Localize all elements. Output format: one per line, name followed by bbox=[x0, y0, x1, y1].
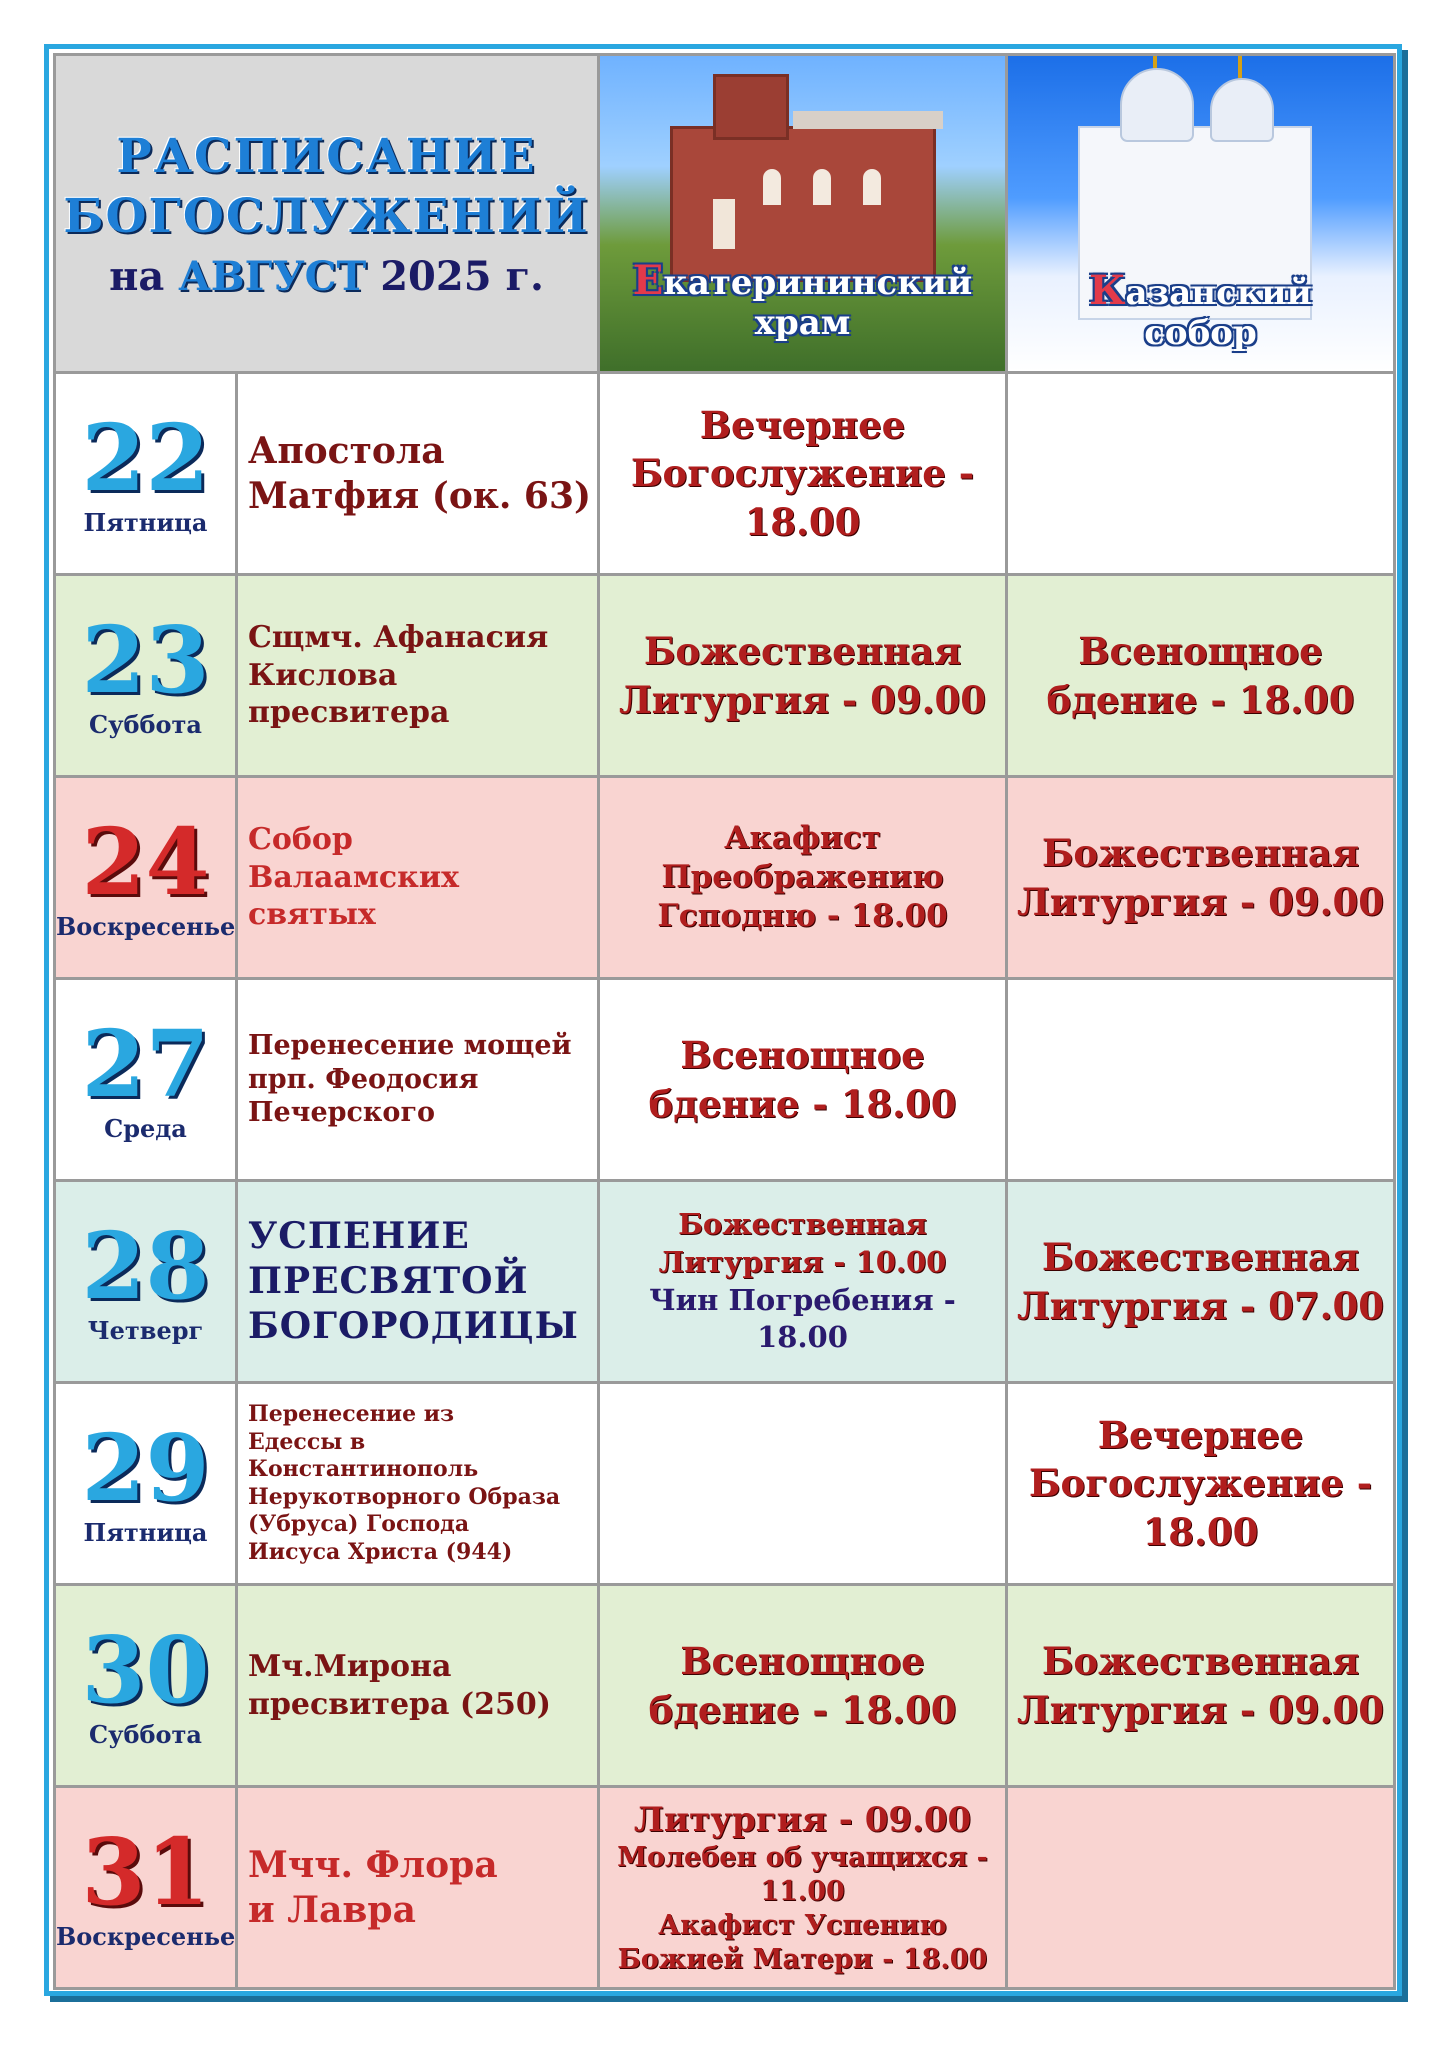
day-cell bbox=[55, 777, 237, 979]
saint-cell: Сщмч. Афанасия Кислова пресвитера bbox=[237, 575, 599, 777]
church2-service bbox=[1007, 1787, 1395, 1989]
schedule-row bbox=[55, 1181, 1395, 1383]
day-number: 22 bbox=[81, 404, 210, 512]
header-row bbox=[55, 55, 1395, 373]
month-year: 2025 г. bbox=[380, 253, 544, 300]
day-number: 23 bbox=[81, 606, 210, 714]
saint-cell: УСПЕНИЕ ПРЕСВЯТОЙ БОГОРОДИЦЫ bbox=[237, 1181, 599, 1383]
church2-service: Божественная Литургия - 09.00 bbox=[1007, 777, 1395, 979]
title-month bbox=[56, 253, 597, 300]
day-number: 30 bbox=[81, 1616, 210, 1724]
church1-caption: Екатерининский храм bbox=[632, 257, 973, 343]
header-title-cell bbox=[55, 55, 599, 373]
schedule-row bbox=[55, 575, 1395, 777]
day-of-week: Суббота bbox=[89, 710, 202, 739]
month-name: АВГУСТ bbox=[178, 253, 367, 300]
church1-building bbox=[670, 126, 936, 282]
schedule-row bbox=[55, 373, 1395, 575]
church1-service: Литургия - 09.00 Молебен об учащихся - 11.00 Акафист Успению Божией Матери - 18.00 bbox=[599, 1787, 1007, 1989]
saint-cell: Апостола Матфия (ок. 63) bbox=[237, 373, 599, 575]
schedule-row bbox=[55, 979, 1395, 1181]
church1-service: Вечернее Богослужение - 18.00 bbox=[599, 373, 1007, 575]
day-cell bbox=[55, 1181, 237, 1383]
day-of-week: Четверг bbox=[87, 1316, 204, 1345]
day-of-week: Пятница bbox=[83, 1518, 208, 1547]
church2-caption: Казанский собор bbox=[1089, 267, 1312, 353]
schedule-row bbox=[55, 1585, 1395, 1787]
church1-service: Всенощное бдение - 18.00 bbox=[599, 1585, 1007, 1787]
church2-photo bbox=[1008, 56, 1393, 371]
day-of-week: Среда bbox=[104, 1114, 187, 1143]
church1-service: Акафист Преображению Гсподню - 18.00 bbox=[599, 777, 1007, 979]
day-of-week: Пятница bbox=[83, 508, 208, 537]
church2-service bbox=[1007, 373, 1395, 575]
church1-service: Божественная Литургия - 10.00 Чин Погребения - 18.00 bbox=[599, 1181, 1007, 1383]
day-cell bbox=[55, 373, 237, 575]
church1-photo bbox=[600, 56, 1005, 371]
day-of-week: Воскресенье bbox=[56, 1922, 236, 1951]
day-cell bbox=[55, 1585, 237, 1787]
day-of-week: Воскресенье bbox=[56, 912, 236, 941]
day-cell bbox=[55, 575, 237, 777]
title-line-2: БОГОСЛУЖЕНИЙ bbox=[63, 189, 590, 244]
day-of-week: Суббота bbox=[89, 1720, 202, 1749]
church2-service: Божественная Литургия - 09.00 bbox=[1007, 1585, 1395, 1787]
day-number: 28 bbox=[81, 1212, 210, 1320]
church1-service: Всенощное бдение - 18.00 bbox=[599, 979, 1007, 1181]
day-number: 27 bbox=[81, 1010, 210, 1118]
title-line-1: РАСПИСАНИЕ bbox=[116, 129, 537, 184]
church1-photo-cell bbox=[599, 55, 1007, 373]
church1-service: Божественная Литургия - 09.00 bbox=[599, 575, 1007, 777]
saint-cell: Мчч. Флора и Лавра bbox=[237, 1787, 599, 1989]
day-cell bbox=[55, 1787, 237, 1989]
church2-service: Вечернее Богослужение - 18.00 bbox=[1007, 1383, 1395, 1585]
saint-cell: Перенесение из Едессы в Константинополь Нерукотворного Образа (Убруса) Господа Иисуса Христа (944) bbox=[237, 1383, 599, 1585]
schedule-row bbox=[55, 777, 1395, 979]
church2-service: Всенощное бдение - 18.00 bbox=[1007, 575, 1395, 777]
schedule-table bbox=[53, 53, 1396, 1990]
day-number: 24 bbox=[81, 808, 210, 916]
saint-cell: Собор Валаамских святых bbox=[237, 777, 599, 979]
church2-service bbox=[1007, 979, 1395, 1181]
day-cell bbox=[55, 979, 237, 1181]
day-number: 29 bbox=[81, 1414, 210, 1522]
church1-service bbox=[599, 1383, 1007, 1585]
schedule-row bbox=[55, 1383, 1395, 1585]
church2-service: Божественная Литургия - 07.00 bbox=[1007, 1181, 1395, 1383]
church2-photo-cell bbox=[1007, 55, 1395, 373]
schedule-frame bbox=[44, 44, 1402, 1996]
saint-cell: Мч.Мирона пресвитера (250) bbox=[237, 1585, 599, 1787]
saint-cell: Перенесение мощей прп. Феодосия Печерского bbox=[237, 979, 599, 1181]
month-prefix: на bbox=[109, 253, 165, 300]
schedule-row bbox=[55, 1787, 1395, 1989]
day-cell bbox=[55, 1383, 237, 1585]
day-number: 31 bbox=[81, 1818, 210, 1926]
